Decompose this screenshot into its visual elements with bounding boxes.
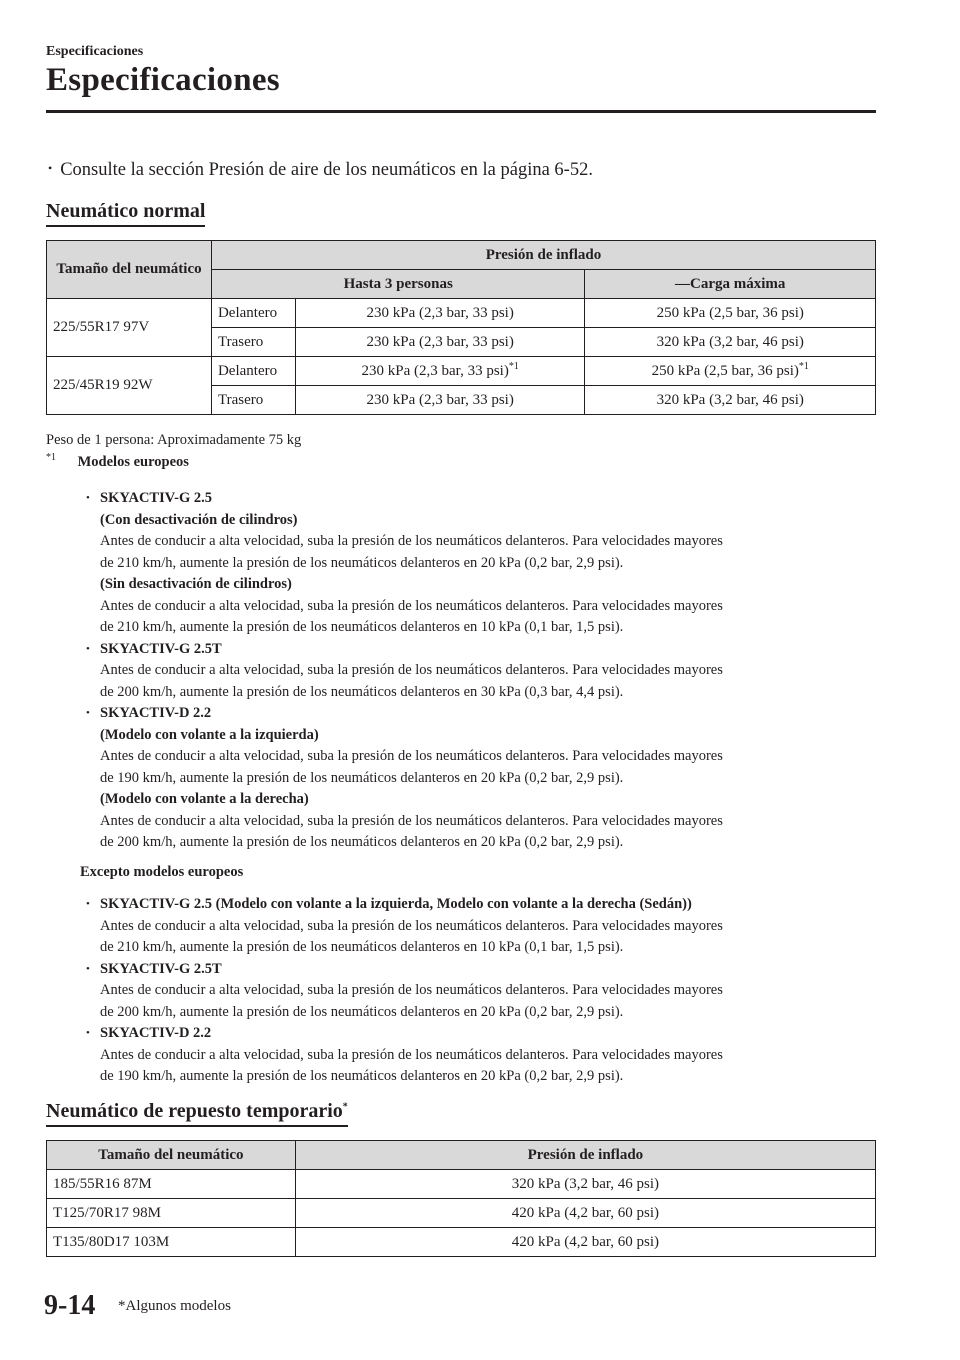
footnote-european: [46, 452, 876, 474]
spare-tire-table: [46, 1140, 876, 1257]
list-item: • SKYACTIV-D 2.2 (Modelo con volante a la izquierda) Antes de conducir a alta velocidad, suba la presión de los neumáticos delanteros. Para velocidades mayores de 190 km/h, aumente la presión de los neumáticos delanteros en 20 kPa (0,2 bar, 2,9 psi). (Modelo con volante a la derecha) Antes de conducir a alta velocidad, suba la presión de los neumáticos delanteros. Para velocidades mayores de 200 km/h, aumente la presión de los neumáticos delanteros en 20 kPa (0,2 bar, 2,9 psi).: [86, 705, 723, 850]
footnote-title: Modelos europeos: [77, 453, 189, 470]
pressure-3-cell: 230 kPa (2,3 bar, 33 psi): [295, 299, 585, 328]
col-header-size: Tamaño del neumático: [47, 241, 212, 299]
intro-text: Consulte la sección Presión de aire de los neumáticos en la página 6-52.: [60, 160, 593, 180]
pressure-3-cell: 230 kPa (2,3 bar, 33 psi): [295, 386, 585, 415]
list-item: • SKYACTIV-G 2.5T Antes de conducir a alta velocidad, suba la presión de los neumáticos delanteros. Para velocidades mayores de 200 km/h, aumente la presión de los neumáticos delanteros en 20 kPa (0,2 bar, 2,9 psi).: [86, 960, 723, 1020]
footnote-mark: *1: [46, 451, 56, 463]
table-row: [47, 1199, 876, 1228]
page-title: Especificaciones: [46, 62, 280, 98]
table-row: [47, 1170, 876, 1199]
col-header-size: Tamaño del neumático: [47, 1141, 296, 1170]
pressure-cell: 420 kPa (4,2 bar, 60 psi): [295, 1228, 875, 1257]
tire-size-cell: T135/80D17 103M: [47, 1228, 296, 1257]
non-european-title: Excepto modelos europeos: [80, 864, 244, 880]
bullet-icon: •: [86, 1027, 90, 1039]
normal-tire-table: [46, 240, 876, 415]
pressure-max-cell: 320 kPa (3,2 bar, 46 psi): [585, 386, 876, 415]
bullet-icon: •: [86, 962, 90, 975]
non-european-list: [86, 894, 876, 1088]
table-row: [47, 357, 876, 386]
table-row: [47, 1228, 876, 1257]
footer-note: *Algunos modelos: [118, 1298, 231, 1314]
bullet-icon: •: [86, 492, 90, 504]
page-number: 9-14: [44, 1290, 96, 1321]
notes-block: [46, 430, 876, 473]
pressure-max-cell: 250 kPa (2,5 bar, 36 psi)$^{*1}$: [585, 357, 876, 386]
table-row: [47, 299, 876, 328]
pressure-cell: 420 kPa (4,2 bar, 60 psi): [295, 1199, 875, 1228]
footnote-marker: *1: [508, 360, 519, 372]
col-header-pressure: Presión de inflado: [211, 241, 875, 270]
bullet-icon: •: [86, 898, 90, 910]
position-cell: Delantero: [211, 299, 295, 328]
col-header-up-to-3: Hasta 3 personas: [211, 270, 584, 299]
running-header: Especificaciones: [46, 44, 144, 59]
pressure-cell: 320 kPa (3,2 bar, 46 psi): [295, 1170, 875, 1199]
col-header-pressure: Presión de inflado: [295, 1141, 875, 1170]
list-item: • SKYACTIV-G 2.5 (Modelo con volante a la izquierda, Modelo con volante a la derecha (Sedán)) Antes de conducir a alta velocidad, suba la presión de los neumáticos delanteros. Para velocidades mayores de 210 km/h, aumente la presión de los neumáticos delanteros en 10 kPa (0,1 bar, 1,5 psi).: [86, 896, 723, 955]
tire-size-cell: 185/55R16 87M: [47, 1170, 296, 1199]
tire-size-cell: 225/45R19 92W: [47, 357, 212, 415]
pressure-max-cell: 320 kPa (3,2 bar, 46 psi): [585, 328, 876, 357]
some-models-marker: *: [342, 1101, 348, 1113]
list-item: • SKYACTIV-D 2.2 Antes de conducir a alta velocidad, suba la presión de los neumáticos delanteros. Para velocidades mayores de 190 km/h, aumente la presión de los neumáticos delanteros en 20 kPa (0,2 bar, 2,9 psi).: [86, 1025, 723, 1084]
position-cell: Delantero: [211, 357, 295, 386]
european-list: [86, 488, 876, 854]
pressure-3-cell: 230 kPa (2,3 bar, 33 psi): [295, 328, 585, 357]
tire-size-cell: T125/70R17 98M: [47, 1199, 296, 1228]
col-header-max-load: —Carga máxima: [585, 270, 876, 299]
footnote-marker: *1: [798, 360, 809, 372]
tire-size-cell: 225/55R17 97V: [47, 299, 212, 357]
pressure-3-cell: 230 kPa (2,3 bar, 33 psi)$^{*1}$: [295, 357, 585, 386]
bullet-icon: •: [86, 642, 90, 655]
bullet-icon: •: [48, 161, 53, 176]
list-item: • SKYACTIV-G 2.5T Antes de conducir a alta velocidad, suba la presión de los neumáticos delanteros. Para velocidades mayores de 200 km/h, aumente la presión de los neumáticos delanteros en 30 kPa (0,3 bar, 4,4 psi).: [86, 640, 723, 700]
weight-note: Peso de 1 persona: Aproximadamente 75 kg: [46, 432, 302, 448]
intro-note: [48, 160, 593, 181]
position-cell: Trasero: [211, 328, 295, 357]
title-rule: [46, 110, 876, 113]
position-cell: Trasero: [211, 386, 295, 415]
pressure-max-cell: 250 kPa (2,5 bar, 36 psi): [585, 299, 876, 328]
bullet-icon: •: [86, 707, 90, 719]
list-item: • SKYACTIV-G 2.5 (Con desactivación de cilindros) Antes de conducir a alta velocidad, suba la presión de los neumáticos delanteros. Para velocidades mayores de 210 km/h, aumente la presión de los neumáticos delanteros en 20 kPa (0,2 bar, 2,9 psi). (Sin desactivación de cilindros) Antes de conducir a alta velocidad, suba la presión de los neumáticos delanteros. Para velocidades mayores de 210 km/h, aumente la presión de los neumáticos delanteros en 10 kPa (0,1 bar, 1,5 psi).: [86, 490, 723, 635]
section-title-spare: Neumático de repuesto temporario*: [46, 1100, 348, 1127]
section-title-normal: Neumático normal: [46, 200, 205, 227]
